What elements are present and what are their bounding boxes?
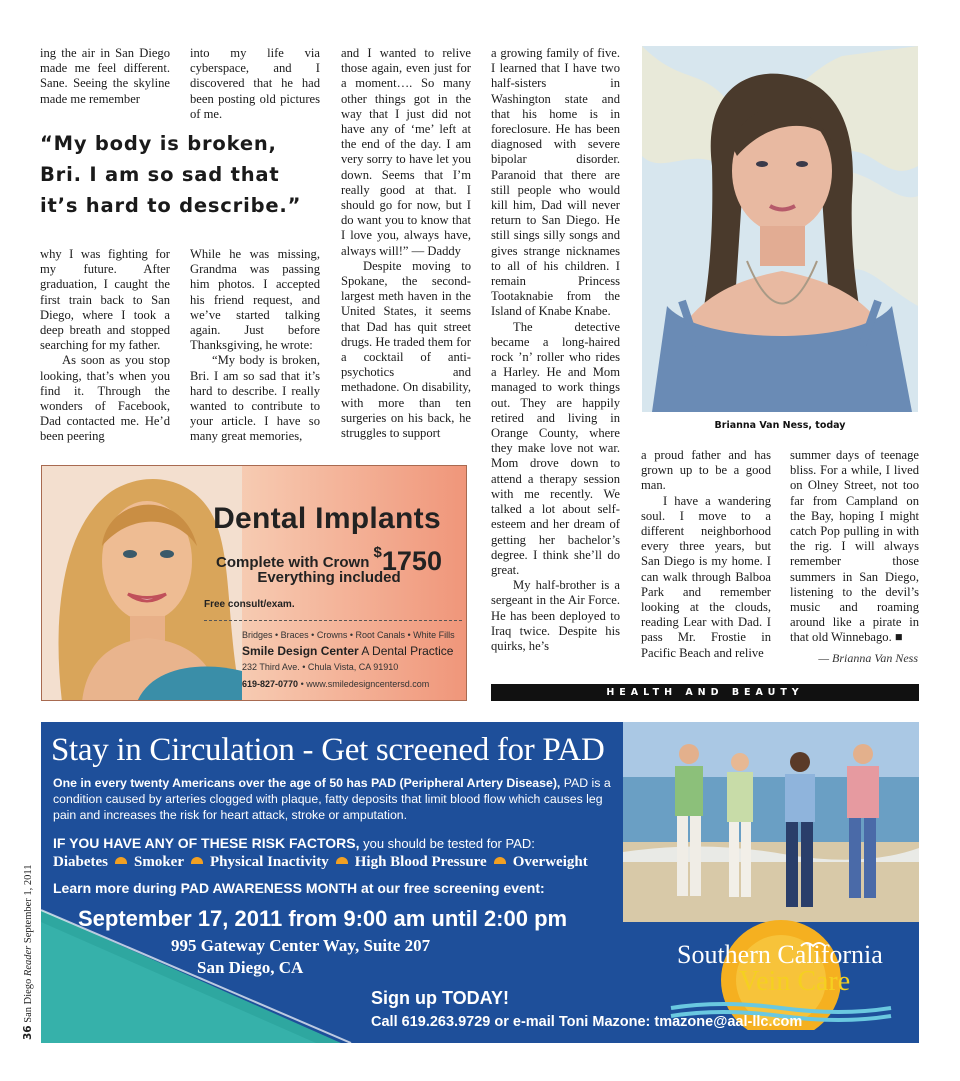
byline: — Brianna Van Ness: [818, 651, 918, 665]
photo-caption: Brianna Van Ness, today: [714, 420, 846, 431]
article-col1-bottom: [40, 247, 170, 445]
price-symbol: $: [373, 544, 382, 561]
ad-title: Dental Implants: [213, 502, 441, 535]
article-col5: [641, 448, 771, 661]
risk-factor: Physical Inactivity: [210, 854, 329, 870]
paragraph: why I was fighting for my future. After graduation, I caught the first train back to San Diego, where I took a deep breath and stopped searching for my father.: [40, 247, 170, 353]
risk-factor: Diabetes: [53, 854, 108, 870]
ad-address: 232 Third Ave. • Chula Vista, CA 91910: [242, 662, 399, 672]
paragraph: “My body is broken, Bri. I am so sad that it’s hard to describe. I really wanted to contribute to your article. I have so many great memories,: [190, 353, 320, 444]
ad-consult: Free consult/exam.: [204, 599, 295, 610]
risk-lead: IF YOU HAVE ANY OF THESE RISK FACTORS,: [53, 835, 360, 851]
pull-quote: “My body is broken, Bri. I am so sad that it’s hard to describe.”: [40, 132, 302, 217]
sun-bullet-icon: [115, 857, 127, 864]
subtitle-text: Complete with Crown: [216, 554, 370, 571]
risk-text: you should be tested for PAD:: [359, 836, 535, 851]
signup-callout: Sign up TODAY!: [371, 988, 510, 1008]
paragraph: The detective became a long-haired rock ’n’ roller who rides a Harley. He and Mom managed to work things out. They are happily retired and living in Orange County, where they make love not war. Mom drove down to attend a therapy session with me recently. We talked a lot about self-esteem and her dream of getting her bachelor’s degree. I think she’ll do great.: [491, 319, 620, 577]
ad-phone[interactable]: 619-827-0770: [242, 679, 299, 689]
paragraph: summer days of teenage bliss. For a while, I lived on Olney Street, not too far from Campland on the Bay, hoping I might catch Pop pulling in with the rig. I will always remember those summers in San Diego, listening to the devil’s music and roaming around like a pirate in that old Winnebago. ■: [790, 448, 919, 645]
price: 1750: [381, 546, 442, 576]
issue-date: September 1, 2011: [23, 864, 34, 944]
event-address-line2: San Diego, CA: [197, 958, 304, 977]
paragraph: into my life via cyberspace, and I discovered that he had been posting old pictures of me.: [190, 46, 320, 121]
center-name: Smile Design Center: [242, 644, 359, 658]
seniors-walking-photo: [623, 722, 919, 922]
risk-factor: Smoker: [134, 854, 184, 870]
article-col2-top: [190, 46, 320, 122]
article-col2-bottom: [190, 247, 320, 445]
article-col6: [790, 448, 919, 646]
risk-factor: Overweight: [512, 854, 588, 870]
center-tagline: A Dental Practice: [361, 644, 454, 658]
paragraph: ing the air in San Diego made me feel different. Sane. Seeing the skyline made me remember: [40, 46, 170, 106]
ad-website[interactable]: • www.smiledesigncentersd.com: [300, 679, 430, 689]
brand-name-line1: Southern California: [677, 940, 883, 969]
ad-body: [53, 775, 623, 823]
pad-screening-ad[interactable]: [41, 722, 919, 1043]
publication-name: San Diego: [23, 978, 34, 1023]
body-text: PAD is a condition caused by arteries clogged with plaque, fatty deposits that limit blood flow which causes leg pain and increases the risk for heart attack, stroke or amputation.: [53, 776, 611, 822]
section-label: HEALTH AND BEAUTY: [491, 684, 919, 701]
divider: [204, 620, 462, 621]
ad-contact: [242, 679, 429, 689]
article-col3: [341, 46, 471, 441]
risk-heading: [53, 835, 535, 851]
paragraph: My half-brother is a sergeant in the Air Force. He has been deployed to Iraq twice. Despite his quirks, he’s: [491, 578, 620, 653]
paragraph: As soon as you stop looking, that’s when you find it. Through the wonders of Facebook, Dad contacted me. He’d been peering: [40, 353, 170, 444]
dental-implants-ad[interactable]: [41, 465, 467, 701]
page-number: 36: [22, 1025, 34, 1040]
paragraph: and I wanted to relive those again, even just for a moment…. So many other things got in the way that I just did not have any of ‘me’ left at the end of the day. I am very sorry to have let you down. Seems that I’m really good at that. I should go for now, but I do want you to know that I love you, always have, always will!” — Daddy: [341, 46, 471, 258]
ad-included: Everything included: [257, 569, 401, 586]
paragraph: While he was missing, Grandma was passing him photos. I accepted his friend request, and we’ve started talking again. Just before Thanksgiving, he wrote:: [190, 247, 320, 353]
paragraph: a growing family of five. I learned that I have two half-sisters in Washington state and that his home is in foreclosure. He has been diagnosed with severe bipolar disorder. Paranoid that there are still people who would kill him, Dad will never return to San Diego. He still sings silly songs and gives strange nicknames to all of his children. I remain Princess Tootaknabie from the Island of Knabe Knabe.: [491, 46, 620, 319]
sun-bullet-icon: [191, 857, 203, 864]
sun-bullet-icon: [336, 857, 348, 864]
publication-title: Reader: [23, 945, 34, 977]
body-lead: One in every twenty Americans over the age of 50 has PAD (Peripheral Artery Disease),: [53, 776, 561, 790]
risk-factor-list: [53, 854, 588, 871]
learn-more: Learn more during PAD AWARENESS MONTH at our free screening event:: [53, 880, 545, 896]
paragraph: I have a wandering soul. I move to a different neighborhood every three years, but San Diego is my home. I can walk through Balboa Park and remember looking at the clouds, reading Lear with Dad. I pass Mr. Frostie in Pacific Beach and relive: [641, 493, 771, 660]
event-date: September 17, 2011 from 9:00 am until 2:00 pm: [78, 906, 568, 931]
page-folio: [22, 864, 34, 1040]
event-address-line1: 995 Gateway Center Way, Suite 207: [171, 936, 431, 955]
sun-bullet-icon: [494, 857, 506, 864]
risk-factor: High Blood Pressure: [354, 854, 487, 870]
portrait-image: [642, 46, 918, 412]
ad-center: [242, 644, 453, 658]
brand-name-line2: Vein Care: [739, 966, 851, 997]
portrait-photo: [642, 46, 918, 412]
article-col4: [491, 46, 620, 654]
article-col1-top: [40, 46, 170, 107]
paragraph: a proud father and has grown up to be a good man.: [641, 448, 771, 493]
paragraph: Despite moving to Spokane, the second-largest meth haven in the United States, it seems that Dad has quit street drugs. He traded them for a cocktail of anti-psychotics and methadone. On disability, with more than ten surgeries on his back, he struggles to support: [341, 258, 471, 441]
ad-title: Stay in Circulation - Get screened for PAD: [51, 732, 605, 768]
contact-line[interactable]: Call 619.263.9729 or e-mail Toni Mazone: tmazone@aal-llc.com: [371, 1014, 803, 1030]
ad-services: Bridges • Braces • Crowns • Root Canals • White Fills: [242, 630, 455, 640]
